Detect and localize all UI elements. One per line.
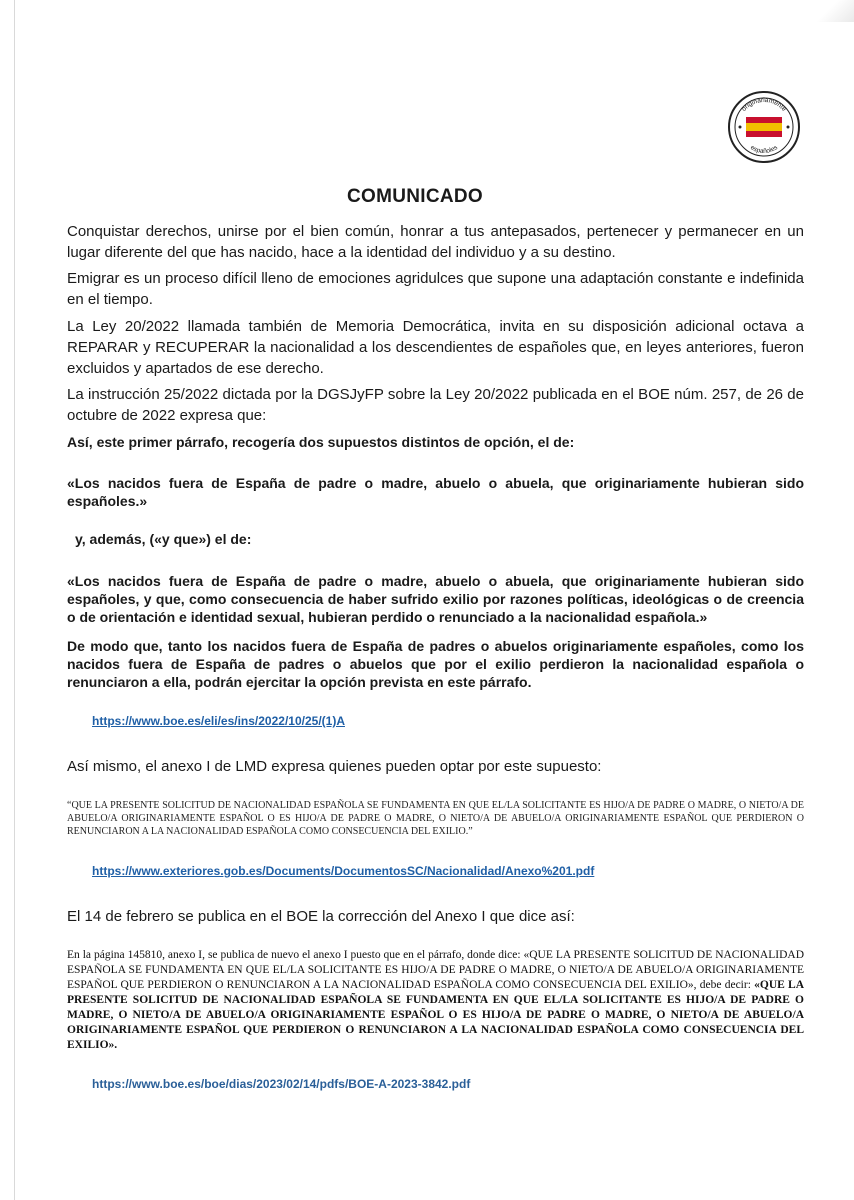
bold-paragraph-1: Así, este primer párrafo, recogería dos supuestos distintos de opción, el de: — [67, 434, 575, 450]
logo-top-text: originariamente — [740, 96, 788, 113]
bold-quote-2: «Los nacidos fuera de España de padre o madre, abuelo o abuela, que originariamente hubieran sido españoles, y que, como consecuencia de haber sufrido exilio por razones políticas, ideológicas o de creencia o de orientación e identidad sexual, hubieran perdido o renunciado a la nacionalidad española.» — [67, 573, 804, 625]
paragraph-2: Emigrar es un proceso difícil lleno de emociones agridulces que supone una adaptación constante e indefinida en el tiempo. — [67, 270, 804, 308]
annex-pdf-link[interactable]: https://www.exteriores.gob.es/Documents/DocumentosSC/Nacionalidad/Anexo%201.pdf — [92, 864, 595, 878]
boe-correction-link[interactable]: https://www.boe.es/boe/dias/2023/02/14/pdfs/BOE-A-2023-3842.pdf — [92, 1077, 471, 1091]
paragraph-3: La Ley 20/2022 llamada también de Memoria Democrática, invita en su disposición adicional octava a REPARAR y RECUPERAR la nacionalidad a los descendientes de españoles que, en leyes anteriores, fueron excluidos y apartados de ese derecho. — [67, 318, 804, 377]
bold-paragraph-2: y, además, («y que») el de: — [75, 531, 252, 547]
paragraph-4: La instrucción 25/2022 dictada por la DGSJyFP sobre la Ley 20/2022 publicada en el BOE núm. 257, de 26 de octubre de 2022 expresa que: — [67, 386, 804, 424]
correction-text-plain: En la página 145810, anexo I, se publica de nuevo el anexo I puesto que en el párrafo, donde dice: «QUE LA PRESENTE SOLICITUD DE NACIONALIDAD ESPAÑOLA SE FUNDAMENTA EN QUE EL/LA SOLICITANTE ES HIJO/A DE PADRE O MADRE, O NIETO/A DE ABUELO/A ORIGINARIAMENTE ESPAÑOL QUE PERDIERON O RENUNCIARON A LA NACIONALIDAD ESPAÑOLA COMO CONSECUENCIA DEL EXILIO», debe decir: — [67, 949, 804, 991]
bold-paragraph-3: De modo que, tanto los nacidos fuera de España de padres o abuelos originariamente españoles, como los nacidos fuera de España de padres o abuelos que por el exilio perdieron la nacionalidad española o renunciaron a ella, podrán ejercitar la opción prevista en este párrafo. — [67, 638, 804, 690]
correction-text-bold: «QUE LA PRESENTE SOLICITUD DE NACIONALIDAD ESPAÑOLA SE FUNDAMENTA EN QUE EL/LA SOLICITANTE ES HIJO/A DE PADRE O MADRE, O NIETO/A DE ABUELO/A ORIGINARIAMENTE ESPAÑOL O ES HIJO/A DE PADRE O MADRE, O NIETO/A DE ABUELO/A ORIGINARIAMENTE ESPAÑOL QUE PERDIERON O RENUNCIARON A LA NACIONALIDAD ESPAÑOLA COMO CONSECUENCIA DEL EXILIO». — [67, 979, 804, 1051]
correction-text — [67, 948, 804, 1053]
bold-quote-1: «Los nacidos fuera de España de padre o madre, abuelo o abuela, que originariamente hubieran sido españoles.» — [67, 475, 804, 509]
boe-instruction-link[interactable]: https://www.boe.es/eli/es/ins/2022/10/25/(1)A — [92, 714, 345, 728]
document-title: COMUNICADO — [347, 186, 483, 207]
annex-intro: Así mismo, el anexo I de LMD expresa quienes pueden optar por este supuesto: — [67, 758, 602, 775]
annex-quote: “QUE LA PRESENTE SOLICITUD DE NACIONALIDAD ESPAÑOLA SE FUNDAMENTA EN QUE EL/LA SOLICITANTE ES HIJO/A DE PADRE O MADRE, O NIETO/A DE ABUELO/A ORIGINARIAMENTE ESPAÑOL O ES HIJO/A DE PADRE O MADRE, O NIETO/A DE ABUELO/A ORIGINARIAMENTE ESPAÑOL QUE PERDIERON O RENUNCIARON A LA NACIONALIDAD ESPAÑOLA COMO CONSECUENCIA DEL EXILIO.” — [67, 800, 804, 837]
correction-intro: El 14 de febrero se publica en el BOE la corrección del Anexo I que dice así: — [67, 908, 575, 925]
paragraph-1: Conquistar derechos, unirse por el bien común, honrar a tus antepasados, pertenecer y permanecer en un lugar diferente del que has nacido, hace a la identidad del individuo y a su destino. — [67, 223, 804, 261]
logo-bottom-text: españoles — [749, 144, 779, 156]
